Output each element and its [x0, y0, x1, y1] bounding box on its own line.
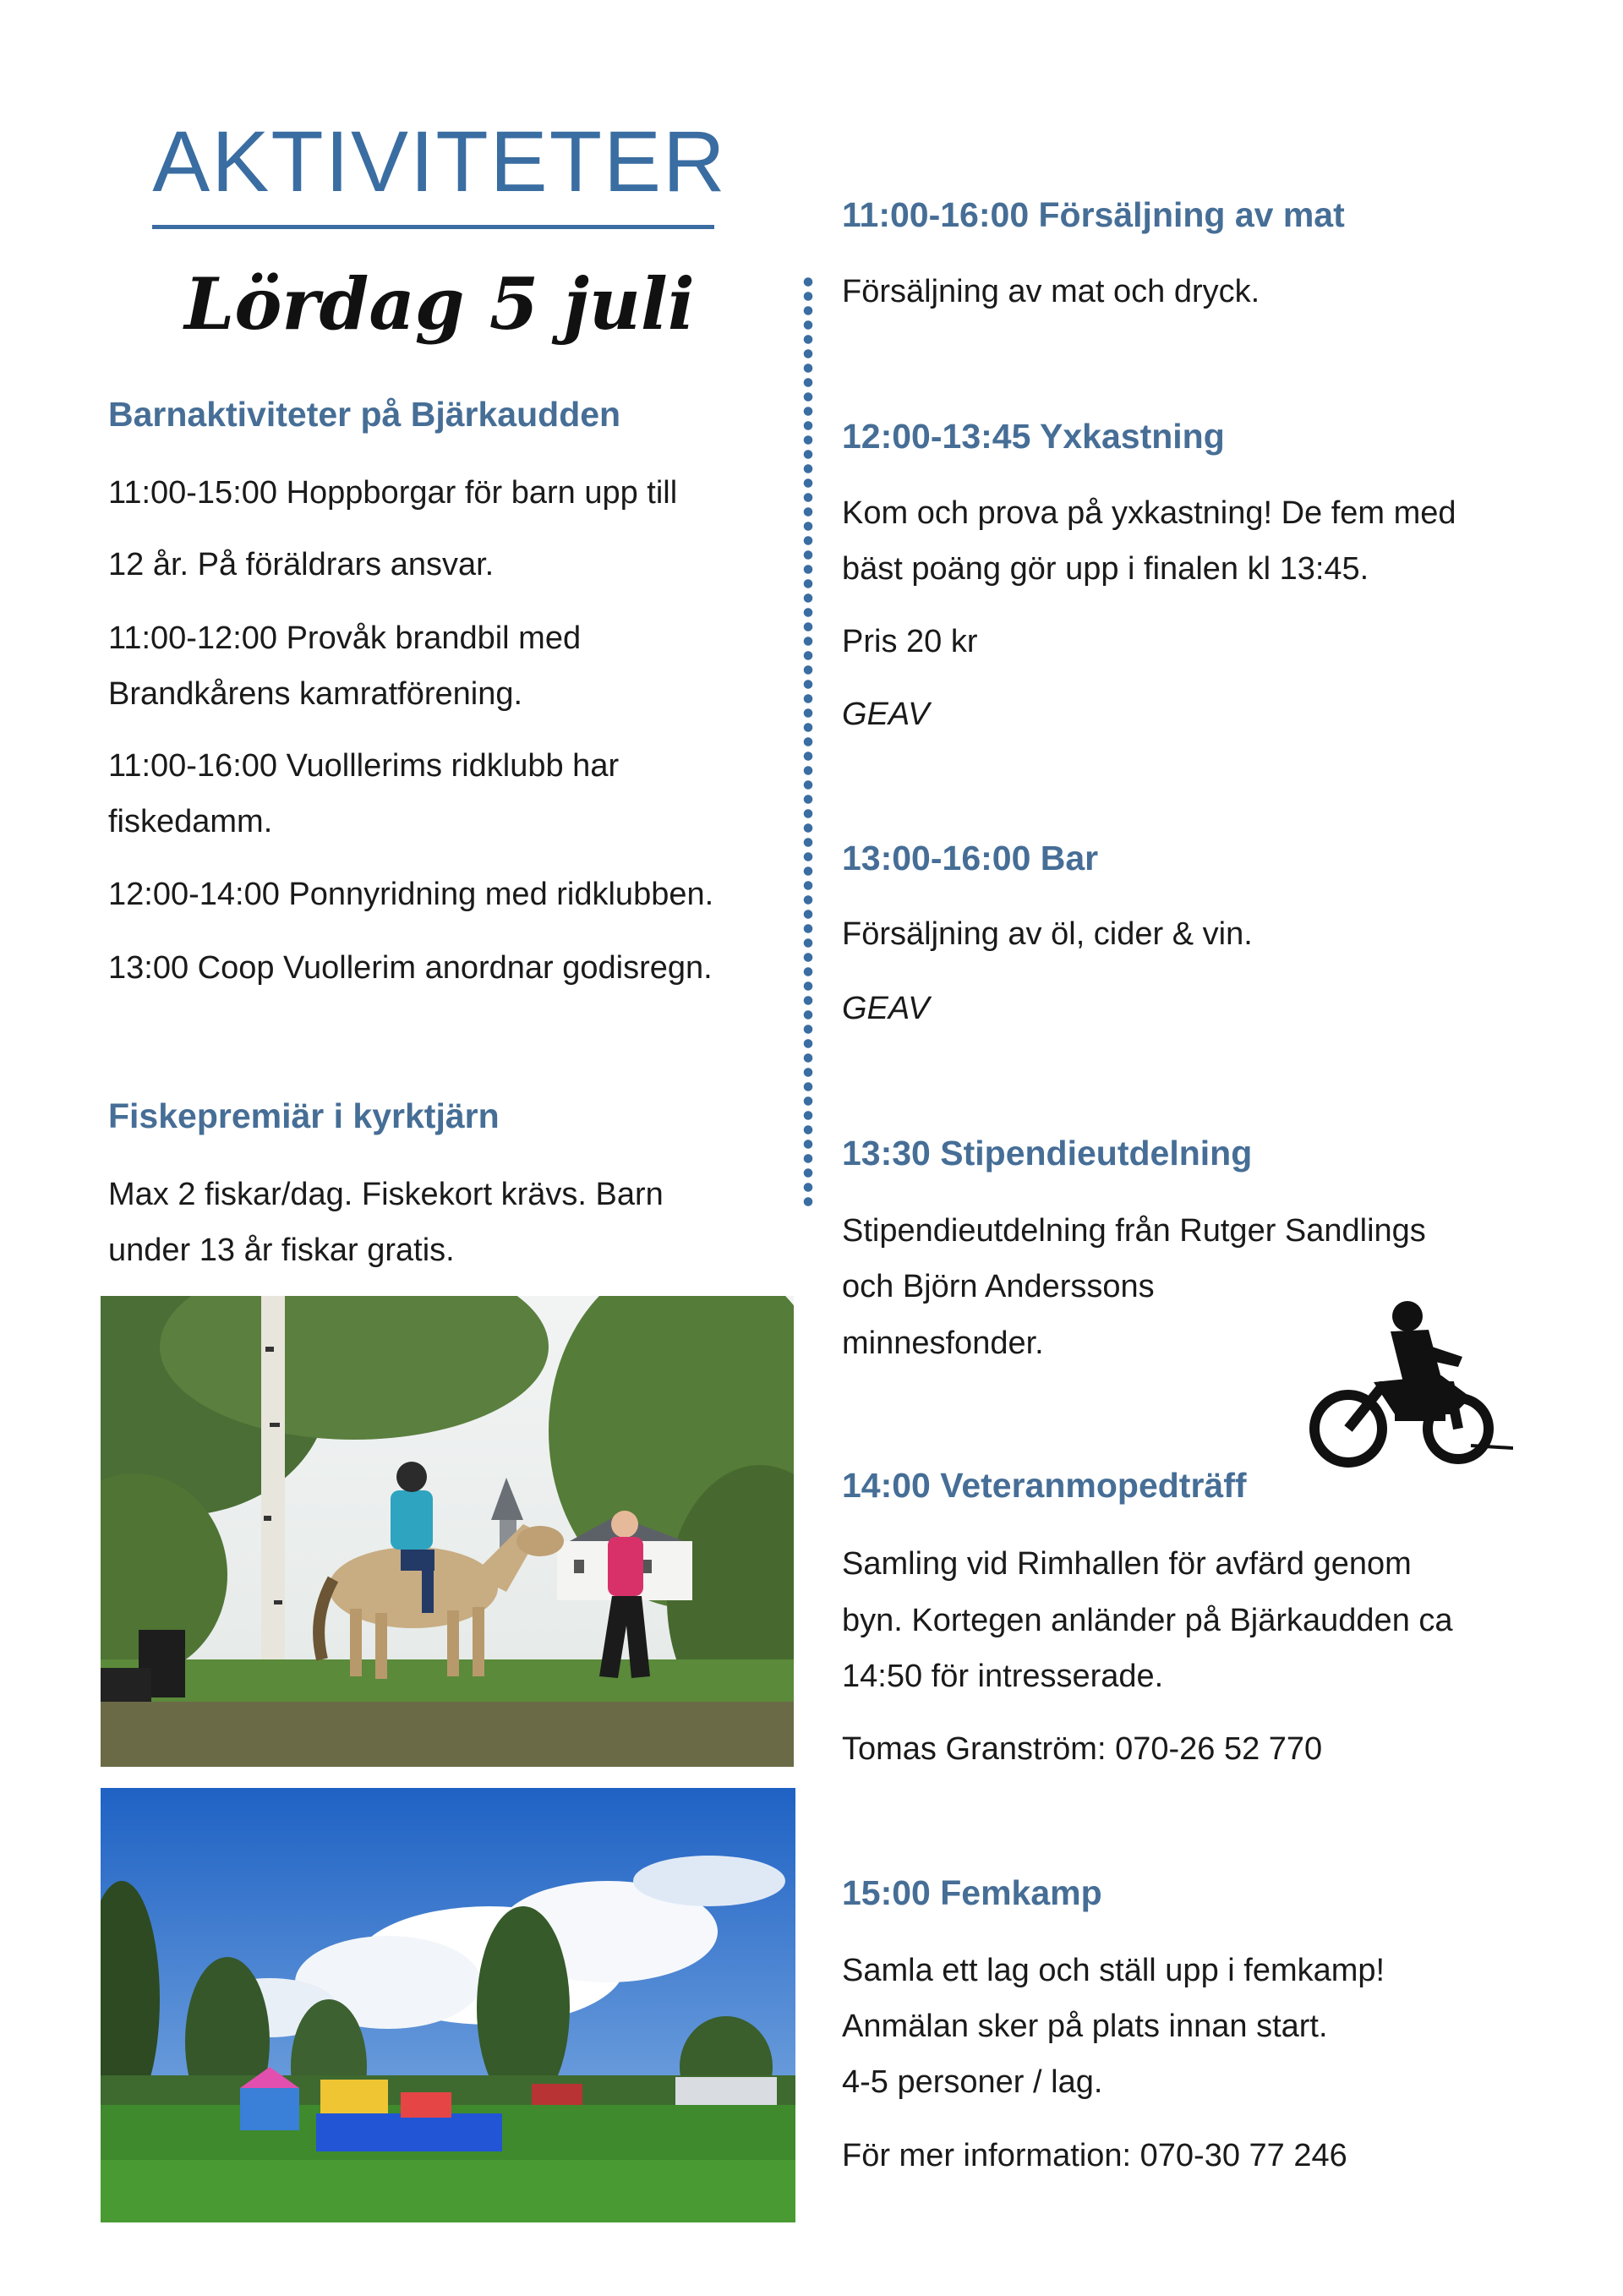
- bar-line-1: Försäljning av öl, cider & vin.: [842, 916, 1253, 952]
- title-underline: [152, 225, 714, 229]
- veteran-line-3: 14:50 för intresserade.: [842, 1659, 1164, 1694]
- yx-line-3: Pris 20 kr: [842, 624, 978, 659]
- stipendie-line-1: Stipendieutdelning från Rutger Sandlings: [842, 1213, 1426, 1249]
- mat-line-1: Försäljning av mat och dryck.: [842, 274, 1260, 309]
- femkamp-heading: 15:00 Femkamp: [842, 1873, 1102, 1912]
- fiske-line-2: under 13 år fiskar gratis.: [108, 1233, 455, 1268]
- mat-heading: 11:00-16:00 Försäljning av mat: [842, 195, 1345, 234]
- femkamp-line-1: Samla ett lag och ställ upp i femkamp!: [842, 1953, 1385, 1988]
- dotted-divider: [803, 275, 813, 1209]
- veteran-contact: Tomas Granström: 070-26 52 770: [842, 1731, 1323, 1767]
- femkamp-contact: För mer information: 070-30 77 246: [842, 2138, 1347, 2173]
- yxkastning-heading: 12:00-13:45 Yxkastning: [842, 417, 1225, 456]
- stipendie-line-3: minnesfonder.: [842, 1326, 1044, 1361]
- bar-heading: 13:00-16:00 Bar: [842, 839, 1099, 877]
- femkamp-line-2: Anmälan sker på plats innan start.: [842, 2009, 1328, 2044]
- date-heading: Lördag 5 juli: [184, 262, 695, 346]
- barnaktiviteter-heading: Barnaktiviteter på Bjärkaudden: [108, 395, 621, 434]
- bouncy-castle-photo: [101, 1788, 795, 2222]
- yx-line-4: GEAV: [842, 697, 930, 732]
- femkamp-line-3: 4-5 personer / lag.: [842, 2064, 1103, 2100]
- barn-line-1: 11:00-15:00 Hoppborgar för barn upp till: [108, 475, 678, 511]
- barn-line-5: 11:00-16:00 Vuolllerims ridklubb har: [108, 748, 620, 784]
- fiskepremiar-heading: Fiskepremiär i kyrktjärn: [108, 1096, 500, 1135]
- motorcycle-icon: [1302, 1298, 1513, 1475]
- veteran-line-2: byn. Kortegen anländer på Bjärkaudden ca: [842, 1603, 1453, 1638]
- veteranmoped-heading: 14:00 Veteranmopedträff: [842, 1466, 1247, 1505]
- page-title: AKTIVITETER: [152, 113, 727, 210]
- barn-line-3: 11:00-12:00 Provåk brandbil med: [108, 620, 582, 656]
- bar-line-2: GEAV: [842, 991, 930, 1026]
- barn-line-8: 13:00 Coop Vuollerim anordnar godisregn.: [108, 950, 713, 986]
- veteran-line-1: Samling vid Rimhallen för avfärd genom: [842, 1546, 1412, 1582]
- barn-line-2: 12 år. På föräldrars ansvar.: [108, 547, 495, 582]
- barn-line-7: 12:00-14:00 Ponnyridning med ridklubben.: [108, 877, 714, 912]
- stipendie-heading: 13:30 Stipendieutdelning: [842, 1134, 1253, 1173]
- yx-line-1: Kom och prova på yxkastning! De fem med: [842, 495, 1456, 531]
- barn-line-6: fiskedamm.: [108, 804, 273, 839]
- stipendie-line-2: och Björn Anderssons: [842, 1269, 1155, 1304]
- fiske-line-1: Max 2 fiskar/dag. Fiskekort krävs. Barn: [108, 1177, 664, 1212]
- pony-ride-photo: [101, 1296, 794, 1767]
- yx-line-2: bäst poäng gör upp i finalen kl 13:45.: [842, 551, 1369, 587]
- barn-line-4: Brandkårens kamratförening.: [108, 676, 523, 712]
